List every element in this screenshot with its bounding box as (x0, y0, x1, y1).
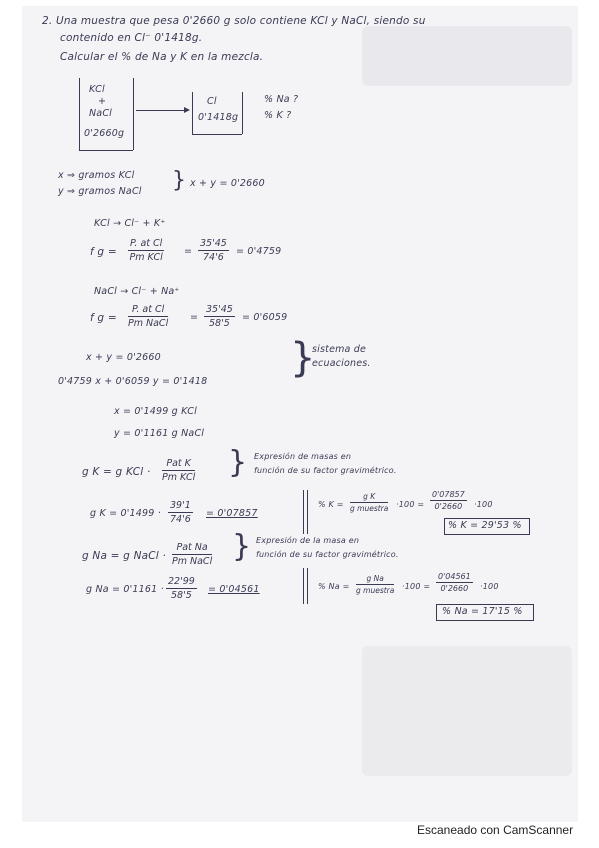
na-pct-fraction-2 (436, 572, 473, 593)
scanned-page (22, 6, 578, 822)
sample-nacl: NaCl (89, 108, 113, 119)
na-expr-num: Pat Na (172, 542, 212, 555)
na-expr-note-1: Expresión de la masa en (256, 536, 360, 545)
bleed-through-heading (522, 13, 568, 26)
nacl-factor-result: = 0'6059 (242, 312, 288, 323)
sample-bracket-bottom (79, 150, 133, 151)
def-x: x ⇒ gramos KCl (58, 170, 135, 181)
k-pct-mid: ·100 = (396, 500, 425, 509)
na-calc-den: 58'5 (171, 590, 192, 601)
k-calc-result: = 0'07857 (206, 508, 258, 519)
sample-mass: 0'2660g (84, 128, 125, 139)
na-expr-note-2: función de su factor gravimétrico. (256, 550, 399, 559)
k-divider-2 (307, 490, 308, 534)
na-calc-lhs: g Na = 0'1161 · (86, 584, 164, 595)
ask-k: % K ? (264, 110, 292, 121)
k-pct-num: g K (350, 492, 388, 503)
def-y: y ⇒ gramos NaCl (58, 186, 142, 197)
na-calc-result: = 0'04561 (208, 584, 260, 595)
sample-plus: + (98, 96, 107, 107)
k-expr-fraction (162, 458, 195, 483)
diagram-arrow-shaft (136, 110, 184, 111)
k-expr-lhs: g K = g KCl · (82, 466, 151, 478)
na-pct-den-2: 0'2660 (440, 584, 469, 593)
na-pct-mid: ·100 = (402, 582, 431, 591)
nacl-factor-num: P. at Cl (128, 304, 168, 317)
ask-na: % Na ? (264, 94, 299, 105)
kcl-factor-fraction (128, 238, 164, 263)
k-calc-den: 74'6 (170, 514, 191, 525)
sample-kcl: KCl (89, 84, 105, 95)
nacl-factor-den: Pm NaCl (128, 318, 169, 329)
precipitate-bracket-right (242, 92, 243, 134)
k-expr-num: Pat K (162, 458, 195, 471)
system-eq-2: 0'4759 x + 0'6059 y = 0'1418 (58, 376, 208, 387)
bleed-through-block-lower (362, 646, 572, 776)
kcl-factor-eq: = (184, 246, 193, 257)
nacl-value-num: 35'45 (206, 304, 233, 315)
na-pct-end: ·100 (480, 582, 499, 591)
system-brace: } (290, 335, 316, 381)
k-pct-fraction (350, 492, 388, 513)
na-divider-1 (303, 568, 304, 604)
problem-line-1: 2. Una muestra que pesa 0'2660 g solo contiene KCl y NaCl, siendo su (42, 15, 426, 27)
na-expr-den: Pm NaCl (172, 556, 213, 567)
na-pct-fraction (356, 574, 394, 595)
na-expr-fraction (172, 542, 212, 567)
na-divider-2 (307, 568, 308, 604)
solution-y: y = 0'1161 g NaCl (114, 428, 205, 439)
k-pct-lhs: % K = (318, 500, 344, 509)
na-pct-num: g Na (356, 574, 394, 585)
k-calc-lhs: g K = 0'1499 · (90, 508, 161, 519)
na-answer: % Na = 17'15 % (442, 606, 523, 617)
k-divider-1 (303, 490, 304, 534)
k-pct-end: ·100 (474, 500, 493, 509)
k-expr-den: Pm KCl (162, 472, 196, 483)
precipitate-mass: 0'1418g (198, 112, 239, 123)
k-calc-num: 39'1 (170, 500, 191, 511)
diagram-arrow-head (184, 107, 190, 113)
precipitate-bracket-bottom (192, 134, 242, 135)
scanner-watermark: Escaneado con CamScanner (417, 823, 574, 837)
precipitate-bracket-left (192, 92, 193, 134)
k-expr-brace: } (228, 445, 248, 480)
precipitate-cl: Cl (207, 96, 217, 107)
k-expr-note-1: Expresión de masas en (254, 452, 352, 461)
na-pct-lhs: % Na = (318, 582, 350, 591)
k-pct-fraction-2 (430, 490, 467, 511)
nacl-factor-lhs: f g = (90, 312, 117, 324)
nacl-factor-fraction (128, 304, 168, 329)
solution-x: x = 0'1499 g KCl (114, 406, 197, 417)
kcl-factor-lhs: f g = (90, 246, 117, 258)
k-pct-den-2: 0'2660 (434, 502, 463, 511)
na-expr-lhs: g Na = g NaCl · (82, 550, 166, 562)
k-pct-num-2: 0'07857 (432, 490, 465, 499)
system-eq-1: x + y = 0'2660 (86, 352, 161, 363)
nacl-reaction: NaCl → Cl⁻ + Na⁺ (94, 286, 180, 297)
system-label-1: sistema de (312, 344, 367, 355)
k-pct-den: g muestra (350, 504, 389, 513)
na-calc-num: 22'99 (168, 576, 195, 587)
na-expr-brace: } (232, 529, 252, 564)
sample-bracket-left (79, 78, 80, 150)
k-calc-fraction (168, 500, 193, 525)
nacl-value-den: 58'5 (209, 318, 230, 329)
nacl-factor-eq: = (190, 312, 199, 323)
na-pct-num-2: 0'04561 (438, 572, 471, 581)
bleed-through-block (362, 26, 572, 86)
system-label-2: ecuaciones. (312, 358, 371, 369)
na-calc-fraction (166, 576, 197, 601)
sample-bracket-right (133, 78, 134, 150)
k-answer: % K = 29'53 % (448, 520, 522, 531)
kcl-factor-result: = 0'4759 (236, 246, 282, 257)
k-expr-note-2: función de su factor gravimétrico. (254, 466, 397, 475)
na-pct-den: g muestra (356, 586, 395, 595)
kcl-value-num: 35'45 (200, 238, 227, 249)
kcl-value-den: 74'6 (203, 252, 224, 263)
kcl-factor-num: P. at Cl (130, 238, 163, 249)
def-sum: x + y = 0'2660 (190, 178, 265, 189)
problem-line-2: contenido en Cl⁻ 0'1418g. (60, 32, 203, 44)
kcl-factor-den: Pm KCl (129, 252, 163, 263)
kcl-reaction: KCl → Cl⁻ + K⁺ (94, 218, 166, 229)
def-brace: } (172, 168, 187, 193)
nacl-factor-values (204, 304, 235, 329)
problem-line-3: Calcular el % de Na y K en la mezcla. (60, 51, 264, 63)
kcl-factor-values (198, 238, 229, 263)
